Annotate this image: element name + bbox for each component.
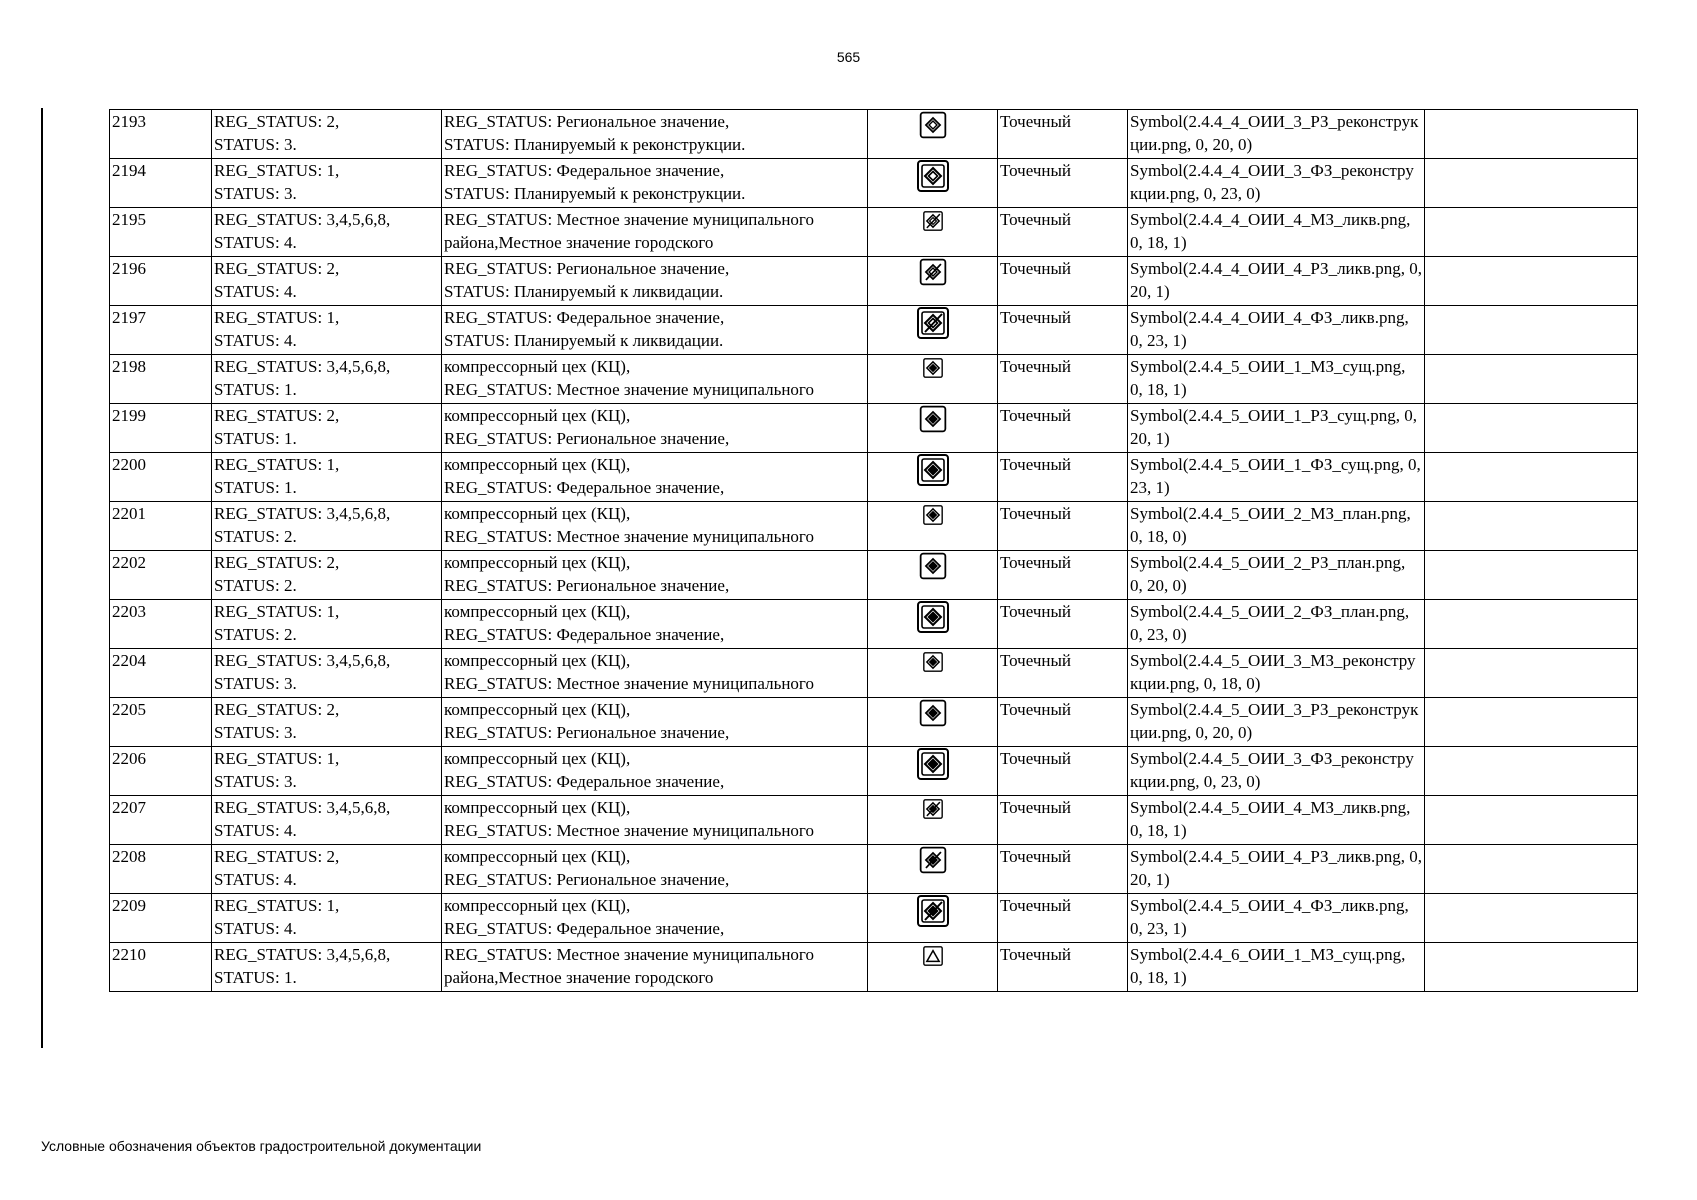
row-geometry-type-cell: Точечный xyxy=(998,698,1128,747)
description-line: компрессорный цех (КЦ), xyxy=(444,455,631,474)
code-line: STATUS: 2. xyxy=(214,527,297,546)
row-id-cell: 2206 xyxy=(110,747,212,796)
code-line: STATUS: 1. xyxy=(214,478,297,497)
description-line: района,Местное значение городского xyxy=(444,233,714,252)
compressor-liquidate-federal-icon xyxy=(916,900,950,919)
row-id-cell: 2205 xyxy=(110,698,212,747)
row-symbol-cell xyxy=(868,257,998,306)
row-description-cell xyxy=(442,894,868,943)
description-line: STATUS: Планируемый к реконструкции. xyxy=(444,184,746,203)
row-id-cell: 2197 xyxy=(110,306,212,355)
row-empty-cell xyxy=(1425,110,1638,159)
description-line: STATUS: Планируемый к ликвидации. xyxy=(444,282,724,301)
diamond-liquidate-regional-icon xyxy=(918,261,948,280)
table-row xyxy=(110,845,1638,894)
description-line: компрессорный цех (КЦ), xyxy=(444,406,631,425)
code-line: REG_STATUS: 3,4,5,6,8, xyxy=(214,504,391,523)
description-line: REG_STATUS: Региональное значение, xyxy=(444,112,730,131)
code-line: REG_STATUS: 2, xyxy=(214,259,340,278)
footer-caption: Условные обозначения объектов градостроительной документации xyxy=(41,1138,482,1154)
diamond-liquidate-federal-icon xyxy=(916,312,950,331)
row-symbol-cell xyxy=(868,943,998,992)
row-geometry-type-cell: Точечный xyxy=(998,453,1128,502)
symbol-table xyxy=(109,109,1638,992)
row-geometry-type-cell: Точечный xyxy=(998,257,1128,306)
description-line: компрессорный цех (КЦ), xyxy=(444,749,631,768)
code-line: STATUS: 4. xyxy=(214,919,297,938)
code-line: STATUS: 2. xyxy=(214,625,297,644)
table-body xyxy=(110,110,1638,992)
row-empty-cell xyxy=(1425,600,1638,649)
code-line: STATUS: 4. xyxy=(214,282,297,301)
row-id-cell: 2207 xyxy=(110,796,212,845)
code-line: REG_STATUS: 1, xyxy=(214,749,340,768)
compressor-existing-regional-icon xyxy=(918,408,948,427)
description-line: компрессорный цех (КЦ), xyxy=(444,896,631,915)
row-description-cell xyxy=(442,502,868,551)
table-row xyxy=(110,404,1638,453)
row-code-cell xyxy=(212,502,442,551)
row-symbol-file-cell: Symbol(2.4.4_6_ОИИ_1_МЗ_сущ.png, 0, 18, 1) xyxy=(1128,943,1425,992)
description-line: компрессорный цех (КЦ), xyxy=(444,651,631,670)
row-geometry-type-cell: Точечный xyxy=(998,306,1128,355)
code-line: REG_STATUS: 3,4,5,6,8, xyxy=(214,357,391,376)
code-line: REG_STATUS: 2, xyxy=(214,553,340,572)
description-line: REG_STATUS: Федеральное значение, xyxy=(444,919,725,938)
row-description-cell xyxy=(442,404,868,453)
row-symbol-file-cell: Symbol(2.4.4_5_ОИИ_3_РЗ_реконструкции.png, 0, 20, 0) xyxy=(1128,698,1425,747)
row-code-cell xyxy=(212,453,442,502)
code-line: STATUS: 3. xyxy=(214,135,297,154)
table-row xyxy=(110,355,1638,404)
row-code-cell xyxy=(212,747,442,796)
code-line: STATUS: 3. xyxy=(214,772,297,791)
description-line: REG_STATUS: Региональное значение, xyxy=(444,870,730,889)
compressor-planned-regional-icon xyxy=(918,555,948,574)
row-code-cell xyxy=(212,796,442,845)
table-row xyxy=(110,600,1638,649)
description-line: района,Местное значение городского xyxy=(444,968,714,987)
row-id-cell: 2195 xyxy=(110,208,212,257)
row-code-cell xyxy=(212,159,442,208)
description-line: REG_STATUS: Местное значение муниципального xyxy=(444,380,814,399)
description-line: REG_STATUS: Региональное значение, xyxy=(444,723,730,742)
row-symbol-file-cell: Symbol(2.4.4_4_ОИИ_4_ФЗ_ликв.png, 0, 23, 1) xyxy=(1128,306,1425,355)
row-description-cell xyxy=(442,355,868,404)
code-line: STATUS: 4. xyxy=(214,233,297,252)
row-code-cell xyxy=(212,110,442,159)
row-geometry-type-cell: Точечный xyxy=(998,159,1128,208)
table-row xyxy=(110,796,1638,845)
diamond-reconstruct-federal-icon xyxy=(916,165,950,184)
row-symbol-cell xyxy=(868,796,998,845)
description-line: REG_STATUS: Федеральное значение, xyxy=(444,772,725,791)
row-symbol-file-cell: Symbol(2.4.4_5_ОИИ_2_ФЗ_план.png, 0, 23, 0) xyxy=(1128,600,1425,649)
description-line: REG_STATUS: Местное значение муниципального xyxy=(444,674,814,693)
row-id-cell: 2203 xyxy=(110,600,212,649)
row-empty-cell xyxy=(1425,306,1638,355)
row-description-cell xyxy=(442,796,868,845)
code-line: REG_STATUS: 1, xyxy=(214,602,340,621)
row-id-cell: 2202 xyxy=(110,551,212,600)
row-symbol-cell xyxy=(868,649,998,698)
row-description-cell xyxy=(442,649,868,698)
row-symbol-file-cell: Symbol(2.4.4_5_ОИИ_4_МЗ_ликв.png, 0, 18, 1) xyxy=(1128,796,1425,845)
code-line: REG_STATUS: 3,4,5,6,8, xyxy=(214,651,391,670)
row-empty-cell xyxy=(1425,649,1638,698)
row-symbol-file-cell: Symbol(2.4.4_5_ОИИ_1_ФЗ_сущ.png, 0, 23, 1) xyxy=(1128,453,1425,502)
row-symbol-cell xyxy=(868,600,998,649)
row-symbol-cell xyxy=(868,404,998,453)
diamond-reconstruct-regional-icon xyxy=(918,114,948,133)
description-line: REG_STATUS: Региональное значение, xyxy=(444,429,730,448)
row-empty-cell xyxy=(1425,943,1638,992)
row-symbol-file-cell: Symbol(2.4.4_5_ОИИ_2_МЗ_план.png, 0, 18, 0) xyxy=(1128,502,1425,551)
row-empty-cell xyxy=(1425,257,1638,306)
code-line: REG_STATUS: 1, xyxy=(214,308,340,327)
code-line: REG_STATUS: 3,4,5,6,8, xyxy=(214,210,391,229)
row-description-cell xyxy=(442,306,868,355)
compressor-liquidate-regional-icon xyxy=(918,849,948,868)
row-description-cell xyxy=(442,257,868,306)
row-id-cell: 2208 xyxy=(110,845,212,894)
row-symbol-cell xyxy=(868,453,998,502)
row-code-cell xyxy=(212,257,442,306)
row-geometry-type-cell: Точечный xyxy=(998,355,1128,404)
row-symbol-cell xyxy=(868,894,998,943)
code-line: REG_STATUS: 1, xyxy=(214,161,340,180)
row-symbol-file-cell: Symbol(2.4.4_4_ОИИ_3_РЗ_реконструкции.png, 0, 20, 0) xyxy=(1128,110,1425,159)
table-row xyxy=(110,894,1638,943)
row-empty-cell xyxy=(1425,894,1638,943)
row-code-cell xyxy=(212,208,442,257)
description-line: компрессорный цех (КЦ), xyxy=(444,700,631,719)
row-empty-cell xyxy=(1425,208,1638,257)
row-description-cell xyxy=(442,747,868,796)
diamond-liquidate-local-icon xyxy=(920,210,946,229)
row-code-cell xyxy=(212,404,442,453)
row-geometry-type-cell: Точечный xyxy=(998,894,1128,943)
row-code-cell xyxy=(212,600,442,649)
row-empty-cell xyxy=(1425,747,1638,796)
row-description-cell xyxy=(442,208,868,257)
row-description-cell xyxy=(442,698,868,747)
row-geometry-type-cell: Точечный xyxy=(998,649,1128,698)
table-row xyxy=(110,747,1638,796)
row-symbol-cell xyxy=(868,159,998,208)
row-symbol-file-cell: Symbol(2.4.4_5_ОИИ_2_РЗ_план.png, 0, 20, 0) xyxy=(1128,551,1425,600)
row-symbol-file-cell: Symbol(2.4.4_4_ОИИ_3_ФЗ_реконструкции.png, 0, 23, 0) xyxy=(1128,159,1425,208)
description-line: REG_STATUS: Местное значение муниципального xyxy=(444,945,814,964)
row-description-cell xyxy=(442,110,868,159)
triangle-existing-local-icon xyxy=(920,945,946,964)
code-line: REG_STATUS: 1, xyxy=(214,455,340,474)
compressor-reconstruct-regional-icon xyxy=(918,702,948,721)
row-id-cell: 2200 xyxy=(110,453,212,502)
description-line: компрессорный цех (КЦ), xyxy=(444,602,631,621)
row-geometry-type-cell: Точечный xyxy=(998,943,1128,992)
row-code-cell xyxy=(212,649,442,698)
row-empty-cell xyxy=(1425,502,1638,551)
code-line: STATUS: 3. xyxy=(214,674,297,693)
code-line: STATUS: 1. xyxy=(214,380,297,399)
row-id-cell: 2193 xyxy=(110,110,212,159)
row-empty-cell xyxy=(1425,159,1638,208)
row-empty-cell xyxy=(1425,698,1638,747)
margin-rule xyxy=(41,108,43,1048)
table-row xyxy=(110,257,1638,306)
table-row xyxy=(110,502,1638,551)
row-geometry-type-cell: Точечный xyxy=(998,502,1128,551)
row-description-cell xyxy=(442,943,868,992)
row-symbol-file-cell: Symbol(2.4.4_4_ОИИ_4_МЗ_ликв.png, 0, 18, 1) xyxy=(1128,208,1425,257)
row-code-cell xyxy=(212,306,442,355)
code-line: REG_STATUS: 2, xyxy=(214,700,340,719)
row-code-cell xyxy=(212,551,442,600)
row-symbol-cell xyxy=(868,306,998,355)
row-id-cell: 2210 xyxy=(110,943,212,992)
code-line: REG_STATUS: 2, xyxy=(214,406,340,425)
row-geometry-type-cell: Точечный xyxy=(998,796,1128,845)
row-symbol-file-cell: Symbol(2.4.4_5_ОИИ_1_РЗ_сущ.png, 0, 20, 1) xyxy=(1128,404,1425,453)
table-row xyxy=(110,208,1638,257)
row-description-cell xyxy=(442,159,868,208)
row-symbol-cell xyxy=(868,110,998,159)
row-code-cell xyxy=(212,355,442,404)
row-symbol-file-cell: Symbol(2.4.4_5_ОИИ_3_ФЗ_реконструкции.png, 0, 23, 0) xyxy=(1128,747,1425,796)
row-symbol-cell xyxy=(868,551,998,600)
code-line: STATUS: 3. xyxy=(214,184,297,203)
description-line: компрессорный цех (КЦ), xyxy=(444,357,631,376)
row-symbol-file-cell: Symbol(2.4.4_5_ОИИ_4_РЗ_ликв.png, 0, 20, 1) xyxy=(1128,845,1425,894)
row-empty-cell xyxy=(1425,551,1638,600)
description-line: REG_STATUS: Федеральное значение, xyxy=(444,478,725,497)
description-line: компрессорный цех (КЦ), xyxy=(444,847,631,866)
row-code-cell xyxy=(212,698,442,747)
row-symbol-file-cell: Symbol(2.4.4_5_ОИИ_3_МЗ_реконструкции.png, 0, 18, 0) xyxy=(1128,649,1425,698)
code-line: STATUS: 4. xyxy=(214,870,297,889)
table-row xyxy=(110,159,1638,208)
row-description-cell xyxy=(442,551,868,600)
compressor-planned-local-icon xyxy=(920,504,946,523)
row-symbol-cell xyxy=(868,208,998,257)
row-empty-cell xyxy=(1425,404,1638,453)
description-line: REG_STATUS: Местное значение муниципального xyxy=(444,527,814,546)
row-symbol-cell xyxy=(868,845,998,894)
row-empty-cell xyxy=(1425,355,1638,404)
table-row xyxy=(110,306,1638,355)
row-empty-cell xyxy=(1425,845,1638,894)
description-line: REG_STATUS: Региональное значение, xyxy=(444,259,730,278)
row-id-cell: 2201 xyxy=(110,502,212,551)
compressor-reconstruct-local-icon xyxy=(920,651,946,670)
code-line: STATUS: 2. xyxy=(214,576,297,595)
code-line: STATUS: 4. xyxy=(214,331,297,350)
table-row xyxy=(110,110,1638,159)
table-row xyxy=(110,649,1638,698)
row-description-cell xyxy=(442,453,868,502)
row-symbol-file-cell: Symbol(2.4.4_5_ОИИ_4_ФЗ_ликв.png, 0, 23, 1) xyxy=(1128,894,1425,943)
description-line: REG_STATUS: Местное значение муниципального xyxy=(444,821,814,840)
description-line: REG_STATUS: Региональное значение, xyxy=(444,576,730,595)
row-symbol-file-cell: Symbol(2.4.4_5_ОИИ_1_МЗ_сущ.png, 0, 18, 1) xyxy=(1128,355,1425,404)
row-empty-cell xyxy=(1425,453,1638,502)
page-number: 565 xyxy=(836,49,861,65)
compressor-reconstruct-federal-icon xyxy=(916,753,950,772)
row-id-cell: 2209 xyxy=(110,894,212,943)
row-symbol-cell xyxy=(868,747,998,796)
row-geometry-type-cell: Точечный xyxy=(998,208,1128,257)
description-line: STATUS: Планируемый к ликвидации. xyxy=(444,331,724,350)
row-id-cell: 2198 xyxy=(110,355,212,404)
table-row xyxy=(110,943,1638,992)
description-line: REG_STATUS: Федеральное значение, xyxy=(444,308,725,327)
row-id-cell: 2194 xyxy=(110,159,212,208)
compressor-planned-federal-icon xyxy=(916,606,950,625)
table-row xyxy=(110,698,1638,747)
compressor-liquidate-local-icon xyxy=(920,798,946,817)
compressor-existing-local-icon xyxy=(920,357,946,376)
description-line: STATUS: Планируемый к реконструкции. xyxy=(444,135,746,154)
row-code-cell xyxy=(212,894,442,943)
row-code-cell xyxy=(212,943,442,992)
description-line: компрессорный цех (КЦ), xyxy=(444,798,631,817)
row-symbol-cell xyxy=(868,698,998,747)
table-row xyxy=(110,453,1638,502)
table-row xyxy=(110,551,1638,600)
code-line: REG_STATUS: 3,4,5,6,8, xyxy=(214,798,391,817)
row-geometry-type-cell: Точечный xyxy=(998,845,1128,894)
compressor-existing-federal-icon xyxy=(916,459,950,478)
description-line: компрессорный цех (КЦ), xyxy=(444,504,631,523)
description-line: REG_STATUS: Федеральное значение, xyxy=(444,161,725,180)
code-line: STATUS: 3. xyxy=(214,723,297,742)
description-line: компрессорный цех (КЦ), xyxy=(444,553,631,572)
row-description-cell xyxy=(442,600,868,649)
row-symbol-file-cell: Symbol(2.4.4_4_ОИИ_4_РЗ_ликв.png, 0, 20, 1) xyxy=(1128,257,1425,306)
description-line: REG_STATUS: Федеральное значение, xyxy=(444,625,725,644)
code-line: REG_STATUS: 2, xyxy=(214,112,340,131)
row-geometry-type-cell: Точечный xyxy=(998,600,1128,649)
row-id-cell: 2196 xyxy=(110,257,212,306)
row-id-cell: 2204 xyxy=(110,649,212,698)
row-symbol-cell xyxy=(868,355,998,404)
code-line: STATUS: 1. xyxy=(214,429,297,448)
code-line: REG_STATUS: 3,4,5,6,8, xyxy=(214,945,391,964)
row-id-cell: 2199 xyxy=(110,404,212,453)
code-line: REG_STATUS: 2, xyxy=(214,847,340,866)
row-geometry-type-cell: Точечный xyxy=(998,110,1128,159)
row-geometry-type-cell: Точечный xyxy=(998,404,1128,453)
row-geometry-type-cell: Точечный xyxy=(998,551,1128,600)
code-line: REG_STATUS: 1, xyxy=(214,896,340,915)
row-geometry-type-cell: Точечный xyxy=(998,747,1128,796)
row-empty-cell xyxy=(1425,796,1638,845)
row-symbol-cell xyxy=(868,502,998,551)
row-code-cell xyxy=(212,845,442,894)
description-line: REG_STATUS: Местное значение муниципального xyxy=(444,210,814,229)
code-line: STATUS: 4. xyxy=(214,821,297,840)
code-line: STATUS: 1. xyxy=(214,968,297,987)
row-description-cell xyxy=(442,845,868,894)
